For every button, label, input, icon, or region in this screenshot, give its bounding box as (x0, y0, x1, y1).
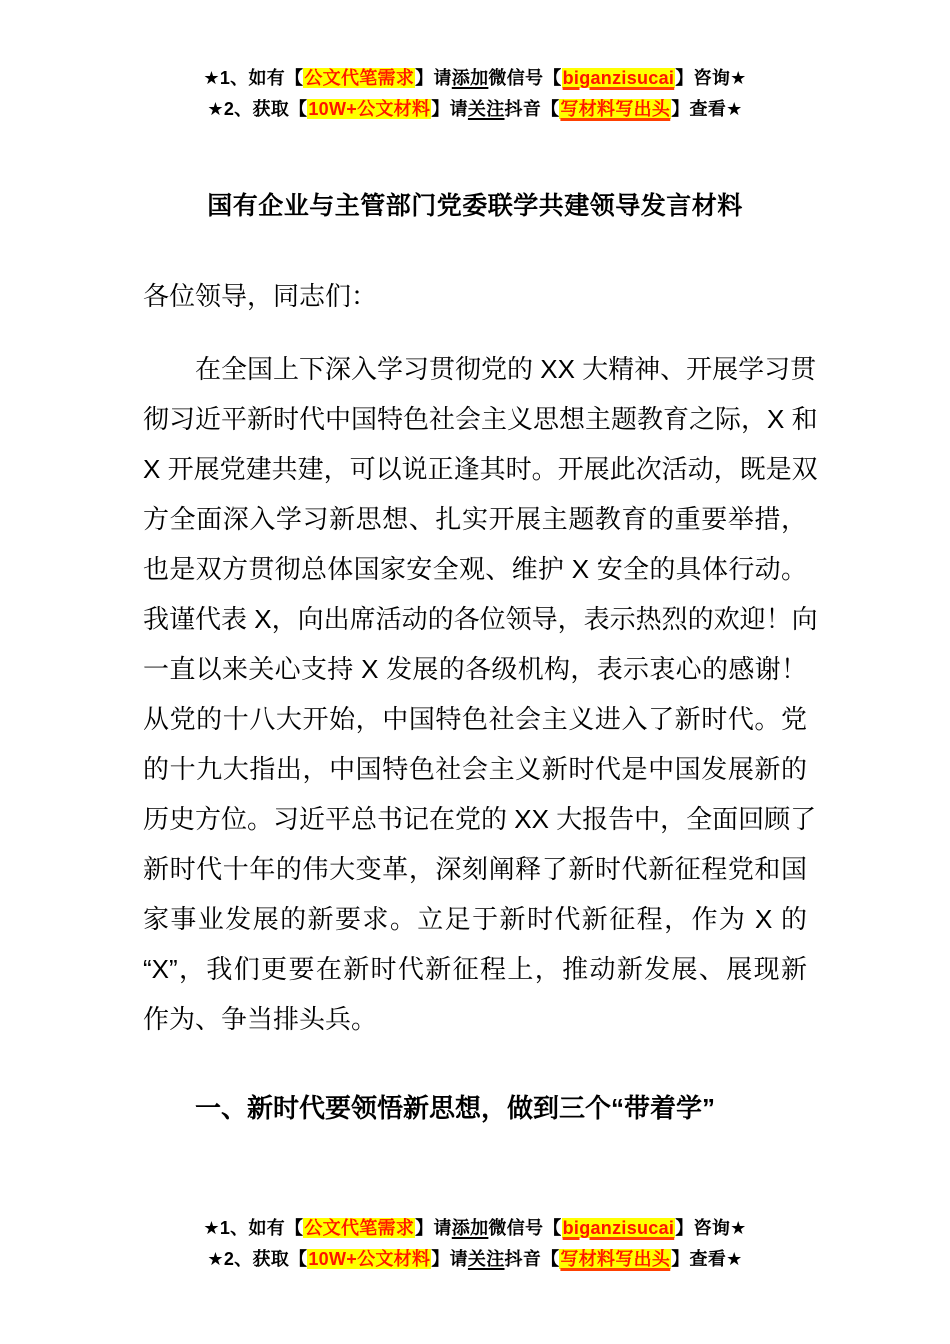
document-title: 国有企业与主管部门党委联学共建领导发言材料 (207, 192, 743, 220)
paragraph-line: 也是双方贯彻总体国家安全观、维护 X 安全的具体行动。 (143, 554, 807, 584)
promo-highlight-materials: 10W+公文材料 (308, 99, 431, 119)
promo-text: 】咨询★ (675, 68, 747, 88)
promo-header (0, 0, 950, 125)
promo-text: ★1、如有【 (203, 68, 304, 88)
paragraph-line: 作为、争当排头兵。 (143, 1004, 378, 1034)
salutation: 各位领导，同志们： (143, 281, 378, 311)
paragraph-line: X 开展党建共建，可以说正逢其时。开展此次活动，既是双 (143, 454, 818, 484)
promo-text: 抖音【 (504, 1249, 560, 1269)
promo-text: 】请 (431, 1249, 468, 1269)
section-heading: 一、新时代要领悟新思想，做到三个“带着学” (195, 1093, 716, 1123)
promo-text: ★2、获取【 (207, 99, 308, 119)
promo-highlight-need: 公文代笔需求 (304, 68, 415, 88)
promo-text: 】请 (415, 1218, 452, 1238)
promo-footer-line-2 (0, 1244, 950, 1275)
promo-highlight-douyin-id: 写材料写出头 (560, 99, 671, 119)
paragraph-line: 的十九大指出，中国特色社会主义新时代是中国发展新的 (143, 754, 807, 784)
promo-highlight-wechat-id: biganzisucai (562, 1218, 675, 1238)
paragraph-line: 彻习近平新时代中国特色社会主义思想主题教育之际，X 和 (143, 404, 818, 434)
paragraph-line: 历史方位。习近平总书记在党的 XX 大报告中，全面回顾了 (143, 804, 817, 834)
promo-footer (0, 1213, 950, 1275)
body-paragraph (143, 344, 818, 1044)
promo-underline-follow: 关注 (467, 99, 505, 119)
promo-text: 】查看★ (671, 99, 743, 119)
promo-text: 微信号【 (488, 68, 562, 88)
promo-text: 】咨询★ (675, 1218, 747, 1238)
promo-footer-line-1 (0, 1213, 950, 1244)
paragraph-line: 新时代十年的伟大变革，深刻阐释了新时代新征程党和国 (143, 854, 807, 884)
promo-text: ★1、如有【 (203, 1218, 304, 1238)
paragraph-line: 一直以来关心支持 X 发展的各级机构，表示衷心的感谢！ (143, 654, 807, 684)
promo-header-line-1 (0, 63, 950, 94)
promo-text: 】请 (431, 99, 468, 119)
paragraph-line: 在全国上下深入学习贯彻党的 XX 大精神、开展学习贯 (195, 354, 817, 384)
promo-underline-add: 添加 (451, 1218, 489, 1238)
promo-underline-follow: 关注 (467, 1249, 505, 1269)
promo-underline-add: 添加 (451, 68, 489, 88)
promo-text: 】查看★ (671, 1249, 743, 1269)
promo-text: ★2、获取【 (207, 1249, 308, 1269)
promo-highlight-materials: 10W+公文材料 (308, 1249, 431, 1269)
promo-text: 】请 (415, 68, 452, 88)
promo-text: 抖音【 (504, 99, 560, 119)
promo-header-line-2 (0, 94, 950, 125)
promo-text: 微信号【 (488, 1218, 562, 1238)
paragraph-line: 家事业发展的新要求。立足于新时代新征程，作为 X 的 (143, 904, 807, 934)
paragraph-line: 从党的十八大开始，中国特色社会主义进入了新时代。党 (143, 704, 807, 734)
paragraph-line: 我谨代表 X，向出席活动的各位领导，表示热烈的欢迎！向 (143, 604, 818, 634)
promo-highlight-douyin-id: 写材料写出头 (560, 1249, 671, 1269)
paragraph-line: “X”，我们更要在新时代新征程上，推动新发展、展现新 (143, 954, 807, 984)
promo-highlight-wechat-id: biganzisucai (562, 68, 675, 88)
paragraph-line: 方全面深入学习新思想、扎实开展主题教育的重要举措， (143, 504, 807, 534)
promo-highlight-need: 公文代笔需求 (304, 1218, 415, 1238)
